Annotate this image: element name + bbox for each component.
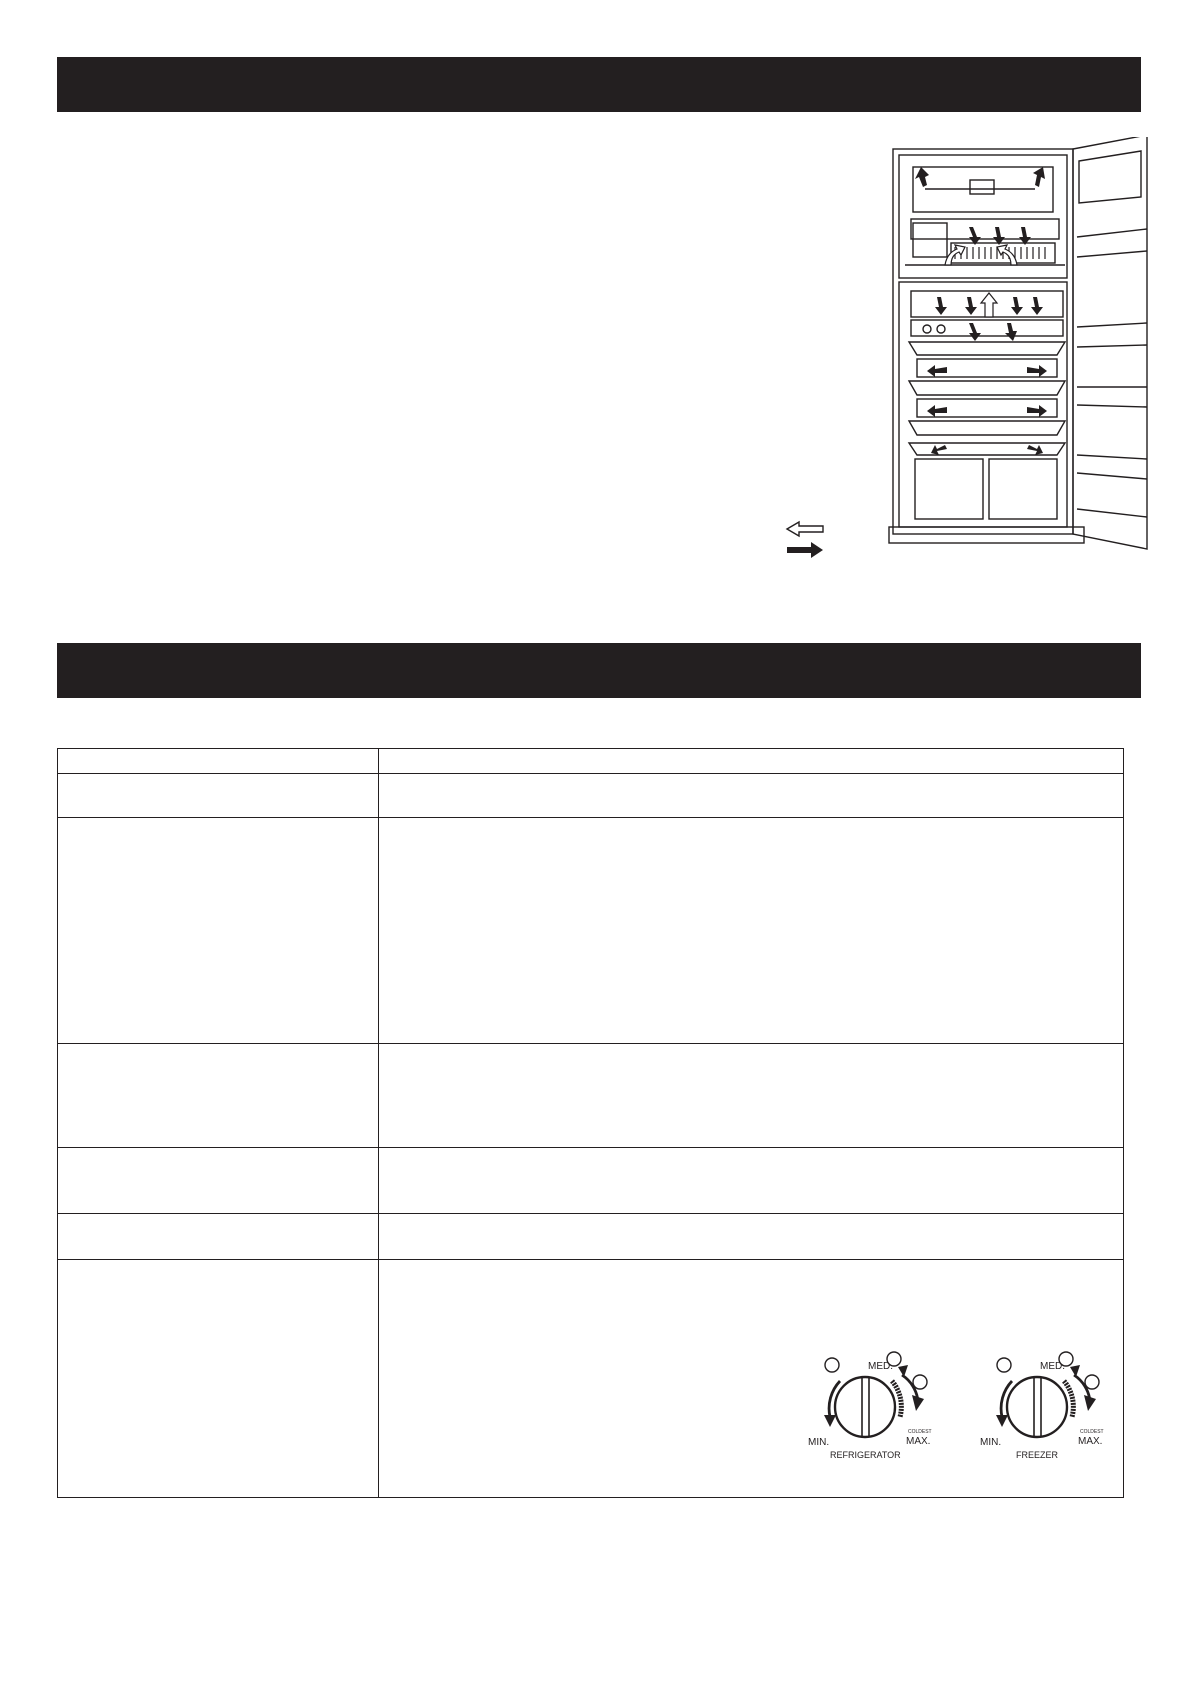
dial-coldest-label: COLDEST	[1080, 1429, 1104, 1435]
airflow-legend	[785, 520, 825, 560]
dial-refrigerator-label: REFRIGERATOR	[830, 1450, 901, 1460]
dial-min-label: MIN.	[808, 1437, 830, 1448]
temperature-dials	[800, 1345, 1120, 1465]
table-row	[58, 1147, 1123, 1213]
dial-coldest-label: COLDEST	[908, 1429, 932, 1435]
section-header-bar	[57, 643, 1141, 698]
dial-max-label: MAX.	[1078, 1436, 1103, 1447]
table-row	[58, 1043, 1123, 1147]
table-row	[58, 817, 1123, 1043]
dial-freezer-label: FREEZER	[1016, 1450, 1059, 1460]
solid-arrow-icon	[787, 542, 823, 558]
dial-med-label: MED.	[1040, 1361, 1065, 1372]
temperature-knob-icon	[1007, 1377, 1067, 1437]
refrigerator-airflow-illustration	[885, 137, 1155, 560]
temperature-knob-icon	[835, 1377, 895, 1437]
table-row	[58, 1213, 1123, 1259]
dial-max-label: MAX.	[906, 1436, 931, 1447]
section-header-bar	[57, 57, 1141, 112]
hollow-arrow-icon	[787, 522, 823, 536]
table-row	[58, 773, 1123, 817]
table-header-row	[58, 749, 1123, 773]
dial-med-label: MED.	[868, 1361, 893, 1372]
dial-min-label: MIN.	[980, 1437, 1002, 1448]
